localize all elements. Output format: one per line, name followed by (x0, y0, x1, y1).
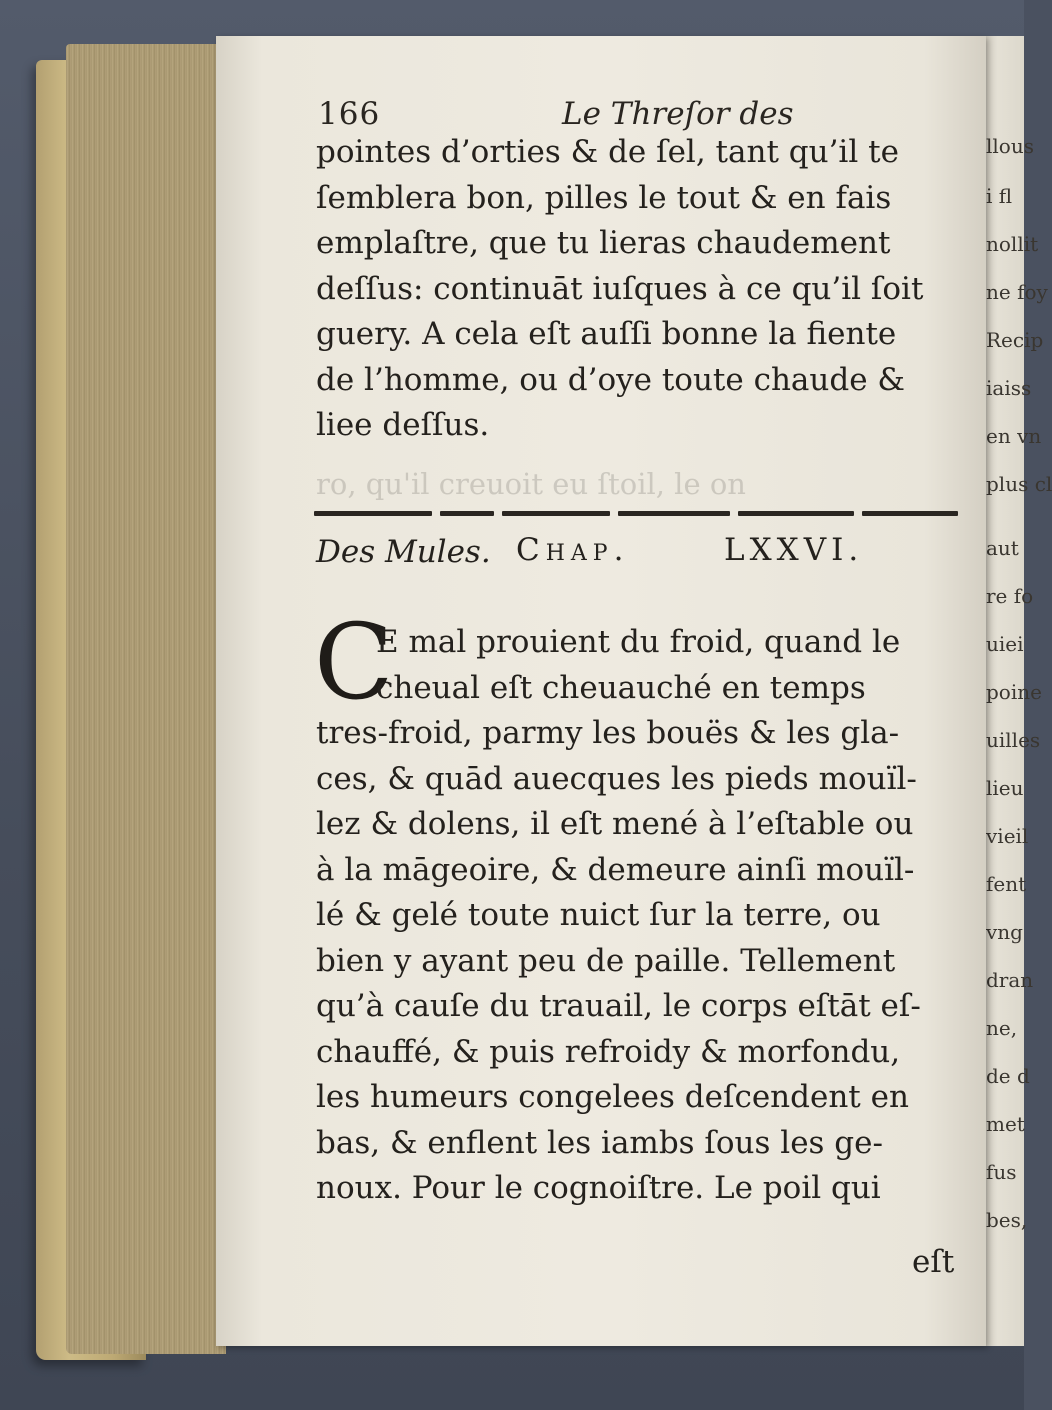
facing-fragment: met (986, 1112, 1025, 1136)
ornamental-rule (314, 511, 958, 517)
facing-fragment: poine (986, 680, 1042, 704)
facing-fragment: de d (986, 1064, 1030, 1088)
text-line: les humeurs congelees deſcendent en (316, 1079, 909, 1115)
facing-fragment: nollit (986, 232, 1039, 256)
text-line: lez & dolens, il eſt mené à l’eſtable ou (316, 806, 914, 842)
facing-fragment: vieil (986, 824, 1029, 848)
facing-fragment: fus (986, 1160, 1017, 1184)
facing-fragment: ne foy (986, 280, 1048, 304)
facing-page (980, 36, 1052, 1346)
facing-fragment: en vn (986, 424, 1042, 448)
facing-fragment: llous (986, 134, 1034, 158)
page-number: 166 (318, 96, 381, 132)
show-through-text: ro, qu'il creuoit eu ſtoil, le on (316, 467, 746, 501)
text-line: pointes d’orties & de ſel, tant qu’il te (316, 134, 899, 170)
text-line: guery. A cela eſt auſſi bonne la fiente (316, 316, 897, 352)
facing-fragment: vng (986, 920, 1023, 944)
paragraph-previous-chapter (316, 130, 964, 449)
text-line: liee deſſus. (316, 407, 490, 443)
facing-fragment: bes, (986, 1208, 1028, 1232)
running-title: Le Threſor des (562, 96, 794, 132)
text-line: ſemblera bon, pilles le tout & en fais (316, 179, 892, 216)
chapter-number: LXXVI. (724, 532, 864, 568)
facing-fragment: uilles (986, 728, 1041, 752)
facing-fragment: aut (986, 536, 1019, 560)
facing-fragment: iaiss (986, 376, 1032, 400)
chapter-heading (316, 530, 956, 580)
facing-fragment: lieu (986, 776, 1024, 800)
text-line: bien y ayant peu de paille. Tellement (316, 942, 896, 979)
text-line: chauffé, & puis refroidy & morfondu, (316, 1033, 901, 1070)
chapter-title: Des Mules. (316, 534, 491, 570)
chapter-label: Chap. (516, 532, 630, 568)
text-line: bas, & enflent les iambs ſous les ge- (316, 1124, 883, 1161)
text-line: cheual eſt cheuauché en temps (376, 669, 866, 706)
facing-fragment: i fl (986, 184, 1013, 208)
text-line: à la māgeoire, & demeure ainſi mouïl- (316, 851, 915, 888)
page-edges (66, 44, 226, 1354)
text-line: E mal prouient du froid, quand le (376, 624, 901, 660)
text-line: tres-froid, parmy les bouës & les gla- (316, 715, 900, 751)
facing-fragment: Recip (986, 328, 1044, 352)
text-line: emplaſtre, que tu lieras chaudement (316, 225, 891, 261)
text-line: lé & gelé toute nuict ſur la terre, ou (316, 897, 881, 933)
facing-fragment: fent (986, 872, 1027, 896)
text-line: ces, & quād auecques les pieds mouïl- (316, 760, 917, 797)
facing-fragment: dran (986, 968, 1034, 992)
drop-cap: C (314, 601, 394, 723)
paragraph-chapter-76 (316, 620, 964, 1212)
facing-fragment: uiei (986, 632, 1024, 656)
text-line: qu’à cauſe du trauail, le corps eſtāt eſ- (316, 988, 921, 1024)
text-line: noux. Pour le cognoiſtre. Le poil qui (316, 1170, 881, 1206)
catchword: eſt (912, 1244, 955, 1280)
facing-fragment: plus cl (986, 472, 1052, 496)
text-line: deſſus: continuāt iuſques à ce qu’il ſoit (316, 270, 924, 307)
facing-fragment: ne, (986, 1016, 1018, 1040)
text-line: de l’homme, ou d’oye toute chaude & (316, 361, 905, 398)
facing-fragment: re fo (986, 584, 1034, 608)
